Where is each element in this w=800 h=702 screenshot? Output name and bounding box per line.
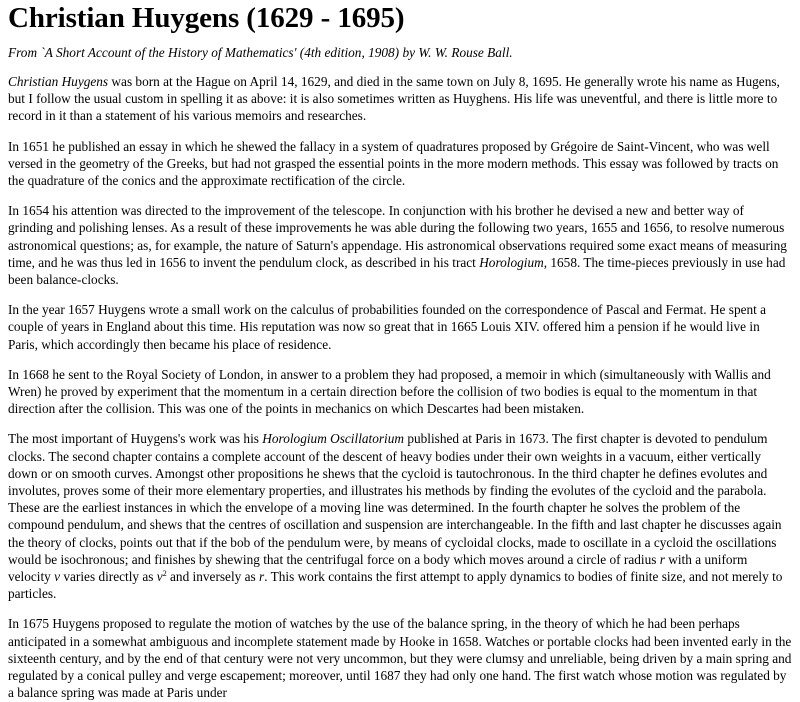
variable-v-squared: v <box>156 569 163 585</box>
paragraph-text: In 1675 Huygens proposed to regulate the motion of watches by the use of the balance spring, in the theory of which he had been perhaps anticipated in a somewhat ambiguous and incomplete statement made by Hooke in 1658. Watches or portable clocks had been invented early in the sixteenth century, and by the end of that century were not very uncommon, but they were clumsy and unreliable, being driven by a main spring and regulated by a conical pulley and verge escapement; moreover, until 1687 they had only one hand. The first watch whose motion was regulated by a balance spring was made at Paris under <box>8 616 792 701</box>
paragraph-text: , 1658. The time-pieces previously in use had been balance-clocks. <box>8 254 786 288</box>
book-title-horologium: Horologium <box>479 254 544 270</box>
paragraph-1651 <box>8 138 792 190</box>
paragraph-text: In the year 1657 Huygens wrote a small work on the calculus of probabilities founded on the correspondence of Pascal and Fermat. He spent a couple of years in England about this time. His reputation was now so great that in 1665 Louis XIV. offered him a pension if he would live in Paris, which accordingly then became his place of residence. <box>8 302 767 352</box>
paragraph-1654 <box>8 202 792 288</box>
subject-name: Christian Huygens <box>8 74 109 89</box>
exponent: 2 <box>162 569 167 579</box>
variable-v: v <box>54 569 61 585</box>
paragraph-text: with a uniform velocity <box>8 551 748 585</box>
paragraph-1675 <box>8 615 792 701</box>
paragraph-text: In 1651 he published an essay in which he shewed the fallacy in a system of quadratures proposed by Grégoire de Saint-Vincent, who was well versed in the geometry of the Greeks, but had not grasped the essential points in the more modern methods. This essay was followed by tracts on the quadrature of the conics and the approximate rectification of the circle. <box>8 138 779 189</box>
paragraph-1668 <box>8 366 792 418</box>
paragraph-text: In 1654 his attention was directed to the improvement of the telescope. In conjunction with his brother he devised a new and better way of grinding and polishing lenses. As a result of these improvements he was able during the following two years, 1655 and 1656, to resolve numerous astronomical questions; as, for example, the nature of Saturn's appendage. His astronomical observations required some exact means of measuring time, and he was thus led in 1656 to invent the pendulum clock, as described in his tract <box>8 203 787 270</box>
page-title: Christian Huygens (1629 - 1695) <box>8 2 405 34</box>
paragraph-horologium-oscillatorium <box>8 430 792 602</box>
paragraph-text: varies directly as <box>60 569 157 585</box>
paragraph-1657 <box>8 301 792 353</box>
paragraph-text: and inversely as <box>166 569 260 585</box>
paragraph-text: was born at the Hague on April 14, 1629, and died in the same town on July 8, 1695. He generally wrote his name as Hugens, but I follow the usual custom in spelling it as above: it is also sometimes written as Huyghens. His life was uneventful, and there is little more to record in it than a statement of his various memoirs and researches. <box>8 74 780 124</box>
paragraph-birth <box>8 73 792 125</box>
paragraph-text: published at Paris in 1673. The first chapter is devoted to pendulum clocks. The second chapter contains a complete account of the descent of heavy bodies under their own weights in a vacuum, either vertically down or on smooth curves. Amongst other propositions he shews that the cycloid is tautochronous. In the third chapter he defines evolutes and involutes, proves some of their more elementary properties, and illustrates his methods by finding the evolutes of the cycloid and the parabola. These are the earliest instances in which the envelope of a moving line was determined. In the fourth chapter he solves the problem of the compound pendulum, and shews that the centres of oscillation and suspension are interchangeable. In the fifth and last chapter he discusses again the theory of clocks, points out that if the bob of the pendulum were, by means of cycloidal clocks, made to oscillate in a cycloid the oscillations would be isochronous; and finishes by shewing that the centrifugal force on a body which moves around a circle of radius <box>8 431 782 567</box>
paragraph-text: In 1668 he sent to the Royal Society of London, in answer to a problem they had proposed, a memoir in which (simultaneously with Wallis and Wren) he proved by experiment that the momentum in a certain direction before the collision of two bodies is equal to the momentum in that direction after the collision. This was one of the points in mechanics on which Descartes had been mistaken. <box>8 366 771 417</box>
paragraph-text: The most important of Huygens's work was his <box>8 431 263 447</box>
paragraph-text: . This work contains the first attempt to apply dynamics to bodies of finite size, and not merely to particles. <box>8 569 783 602</box>
source-citation: From `A Short Account of the History of Mathematics' (4th edition, 1908) by W. W. Rouse Ball. <box>8 45 513 60</box>
variable-r: r <box>259 569 265 585</box>
book-title-horologium-oscillatorium: Horologium Oscillatorium <box>262 431 404 447</box>
variable-r: r <box>659 551 665 567</box>
